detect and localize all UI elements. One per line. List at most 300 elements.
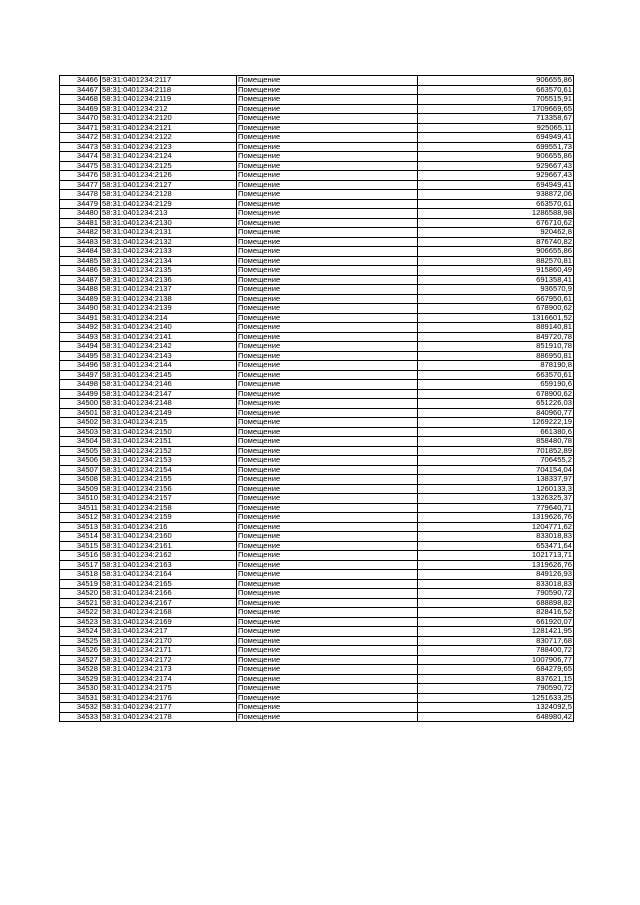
object-type-cell: Помещение <box>237 304 418 314</box>
row-number-cell: 34532 <box>60 703 101 713</box>
row-number-cell: 34479 <box>60 199 101 209</box>
object-type-cell: Помещение <box>237 361 418 371</box>
cadastral-number-cell: 58:31:0401234:2148 <box>101 399 237 409</box>
row-number-cell: 34495 <box>60 351 101 361</box>
cadastral-value-cell: 676710,62 <box>418 218 574 228</box>
row-number-cell: 34498 <box>60 380 101 390</box>
row-number-cell: 34533 <box>60 712 101 722</box>
object-type-cell: Помещение <box>237 541 418 551</box>
row-number-cell: 34474 <box>60 152 101 162</box>
object-type-cell: Помещение <box>237 636 418 646</box>
object-type-cell: Помещение <box>237 218 418 228</box>
cadastral-number-cell: 58:31:0401234:2159 <box>101 513 237 523</box>
cadastral-number-cell: 58:31:0401234:2137 <box>101 285 237 295</box>
table-row <box>60 104 574 114</box>
object-type-cell: Помещение <box>237 180 418 190</box>
cadastral-value-cell: 779640,71 <box>418 503 574 513</box>
table-row <box>60 142 574 152</box>
object-type-cell: Помещение <box>237 408 418 418</box>
cadastral-value-cell: 663570,61 <box>418 370 574 380</box>
cadastral-value-cell: 830717,68 <box>418 636 574 646</box>
object-type-cell: Помещение <box>237 551 418 561</box>
object-type-cell: Помещение <box>237 133 418 143</box>
object-type-cell: Помещение <box>237 712 418 722</box>
cadastral-value-cell: 906655,86 <box>418 247 574 257</box>
cadastral-number-cell: 58:31:0401234:2136 <box>101 275 237 285</box>
cadastral-value-cell: 653471,64 <box>418 541 574 551</box>
row-number-cell: 34512 <box>60 513 101 523</box>
row-number-cell: 34503 <box>60 427 101 437</box>
table-row <box>60 513 574 523</box>
cadastral-number-cell: 58:31:0401234:2133 <box>101 247 237 257</box>
cadastral-value-cell: 663570,61 <box>418 85 574 95</box>
cadastral-number-cell: 58:31:0401234:2154 <box>101 465 237 475</box>
cadastral-number-cell: 58:31:0401234:216 <box>101 522 237 532</box>
object-type-cell: Помещение <box>237 503 418 513</box>
cadastral-number-cell: 58:31:0401234:2157 <box>101 494 237 504</box>
cadastral-value-cell: 876740,82 <box>418 237 574 247</box>
cadastral-number-cell: 58:31:0401234:2175 <box>101 684 237 694</box>
cadastral-number-cell: 58:31:0401234:2171 <box>101 646 237 656</box>
row-number-cell: 34492 <box>60 323 101 333</box>
cadastral-value-cell: 833018,83 <box>418 532 574 542</box>
object-type-cell: Помещение <box>237 228 418 238</box>
table-row <box>60 389 574 399</box>
object-type-cell: Помещение <box>237 209 418 219</box>
object-type-cell: Помещение <box>237 484 418 494</box>
table-row <box>60 503 574 513</box>
cadastral-value-cell: 694949,41 <box>418 180 574 190</box>
table-row <box>60 693 574 703</box>
row-number-cell: 34483 <box>60 237 101 247</box>
cadastral-value-cell: 788400,72 <box>418 646 574 656</box>
table-row <box>60 617 574 627</box>
cadastral-value-cell: 678900,62 <box>418 304 574 314</box>
cadastral-value-cell: 915860,49 <box>418 266 574 276</box>
cadastral-value-cell: 790590,72 <box>418 589 574 599</box>
table-row <box>60 323 574 333</box>
cadastral-value-cell: 706455,2 <box>418 456 574 466</box>
cadastral-number-cell: 58:31:0401234:215 <box>101 418 237 428</box>
cadastral-number-cell: 58:31:0401234:2121 <box>101 123 237 133</box>
object-type-cell: Помещение <box>237 456 418 466</box>
cadastral-value-cell: 858480,78 <box>418 437 574 447</box>
table-row <box>60 85 574 95</box>
table-row <box>60 636 574 646</box>
table-row <box>60 712 574 722</box>
row-number-cell: 34488 <box>60 285 101 295</box>
row-number-cell: 34491 <box>60 313 101 323</box>
cadastral-number-cell: 58:31:0401234:2156 <box>101 484 237 494</box>
object-type-cell: Помещение <box>237 437 418 447</box>
row-number-cell: 34509 <box>60 484 101 494</box>
table-row <box>60 380 574 390</box>
cadastral-value-cell: 851910,78 <box>418 342 574 352</box>
row-number-cell: 34518 <box>60 570 101 580</box>
cadastral-number-cell: 58:31:0401234:2167 <box>101 598 237 608</box>
row-number-cell: 34502 <box>60 418 101 428</box>
cadastral-number-cell: 58:31:0401234:2146 <box>101 380 237 390</box>
table-row <box>60 570 574 580</box>
object-type-cell: Помещение <box>237 85 418 95</box>
row-number-cell: 34477 <box>60 180 101 190</box>
cadastral-value-cell: 691358,41 <box>418 275 574 285</box>
object-type-cell: Помещение <box>237 351 418 361</box>
cadastral-number-cell: 58:31:0401234:212 <box>101 104 237 114</box>
object-type-cell: Помещение <box>237 104 418 114</box>
object-type-cell: Помещение <box>237 323 418 333</box>
row-number-cell: 34499 <box>60 389 101 399</box>
cadastral-value-cell: 1007906,77 <box>418 655 574 665</box>
table-row <box>60 465 574 475</box>
cadastral-number-cell: 58:31:0401234:2120 <box>101 114 237 124</box>
object-type-cell: Помещение <box>237 380 418 390</box>
cadastral-value-cell: 886950,81 <box>418 351 574 361</box>
table-row <box>60 437 574 447</box>
object-type-cell: Помещение <box>237 598 418 608</box>
object-type-cell: Помещение <box>237 161 418 171</box>
row-number-cell: 34515 <box>60 541 101 551</box>
object-type-cell: Помещение <box>237 684 418 694</box>
cadastral-value-cell: 138337,97 <box>418 475 574 485</box>
cadastral-value-cell: 1260133,3 <box>418 484 574 494</box>
object-type-cell: Помещение <box>237 427 418 437</box>
table-row <box>60 256 574 266</box>
cadastral-number-cell: 58:31:0401234:2152 <box>101 446 237 456</box>
row-number-cell: 34484 <box>60 247 101 257</box>
cadastral-number-cell: 58:31:0401234:2128 <box>101 190 237 200</box>
row-number-cell: 34478 <box>60 190 101 200</box>
table-row <box>60 266 574 276</box>
cadastral-value-cell: 688898,82 <box>418 598 574 608</box>
row-number-cell: 34493 <box>60 332 101 342</box>
object-type-cell: Помещение <box>237 247 418 257</box>
table-row <box>60 370 574 380</box>
table-row <box>60 190 574 200</box>
object-type-cell: Помещение <box>237 693 418 703</box>
cadastral-value-cell: 667950,61 <box>418 294 574 304</box>
cadastral-value-cell: 684279,65 <box>418 665 574 675</box>
row-number-cell: 34524 <box>60 627 101 637</box>
cadastral-number-cell: 58:31:0401234:2139 <box>101 304 237 314</box>
table-row <box>60 399 574 409</box>
cadastral-number-cell: 58:31:0401234:213 <box>101 209 237 219</box>
object-type-cell: Помещение <box>237 370 418 380</box>
object-type-cell: Помещение <box>237 294 418 304</box>
row-number-cell: 34506 <box>60 456 101 466</box>
table-row <box>60 665 574 675</box>
cadastral-number-cell: 58:31:0401234:2169 <box>101 617 237 627</box>
object-type-cell: Помещение <box>237 237 418 247</box>
table-row <box>60 133 574 143</box>
cadastral-value-cell: 936570,9 <box>418 285 574 295</box>
row-number-cell: 34467 <box>60 85 101 95</box>
row-number-cell: 34520 <box>60 589 101 599</box>
cadastral-value-cell: 1319626,76 <box>418 560 574 570</box>
table-row <box>60 579 574 589</box>
row-number-cell: 34513 <box>60 522 101 532</box>
cadastral-value-cell: 705515,91 <box>418 95 574 105</box>
cadastral-number-cell: 58:31:0401234:2176 <box>101 693 237 703</box>
table-row <box>60 446 574 456</box>
cadastral-value-cell: 906655,86 <box>418 76 574 86</box>
cadastral-value-cell: 1021713,71 <box>418 551 574 561</box>
cadastral-number-cell: 58:31:0401234:2118 <box>101 85 237 95</box>
table-row <box>60 76 574 86</box>
table-row <box>60 456 574 466</box>
table-row <box>60 408 574 418</box>
row-number-cell: 34523 <box>60 617 101 627</box>
cadastral-number-cell: 58:31:0401234:2147 <box>101 389 237 399</box>
cadastral-value-cell: 920462,8 <box>418 228 574 238</box>
cadastral-number-cell: 58:31:0401234:2142 <box>101 342 237 352</box>
cadastral-value-cell: 648980,42 <box>418 712 574 722</box>
object-type-cell: Помещение <box>237 494 418 504</box>
table-row <box>60 484 574 494</box>
cadastral-number-cell: 58:31:0401234:214 <box>101 313 237 323</box>
cadastral-number-cell: 58:31:0401234:2132 <box>101 237 237 247</box>
object-type-cell: Помещение <box>237 532 418 542</box>
cadastral-value-cell: 701852,89 <box>418 446 574 456</box>
row-number-cell: 34466 <box>60 76 101 86</box>
object-type-cell: Помещение <box>237 579 418 589</box>
table-row <box>60 475 574 485</box>
cadastral-value-cell: 1269222,19 <box>418 418 574 428</box>
cadastral-number-cell: 58:31:0401234:2151 <box>101 437 237 447</box>
row-number-cell: 34500 <box>60 399 101 409</box>
table-row <box>60 304 574 314</box>
row-number-cell: 34485 <box>60 256 101 266</box>
row-number-cell: 34480 <box>60 209 101 219</box>
row-number-cell: 34508 <box>60 475 101 485</box>
cadastral-value-cell: 1709669,65 <box>418 104 574 114</box>
cadastral-number-cell: 58:31:0401234:2145 <box>101 370 237 380</box>
table-row <box>60 703 574 713</box>
cadastral-number-cell: 58:31:0401234:2124 <box>101 152 237 162</box>
table-row <box>60 361 574 371</box>
row-number-cell: 34486 <box>60 266 101 276</box>
cadastral-value-cell: 699551,73 <box>418 142 574 152</box>
table-row <box>60 228 574 238</box>
row-number-cell: 34521 <box>60 598 101 608</box>
cadastral-value-cell: 1316601,52 <box>418 313 574 323</box>
row-number-cell: 34490 <box>60 304 101 314</box>
object-type-cell: Помещение <box>237 655 418 665</box>
cadastral-number-cell: 58:31:0401234:2160 <box>101 532 237 542</box>
cadastral-number-cell: 58:31:0401234:2170 <box>101 636 237 646</box>
object-type-cell: Помещение <box>237 608 418 618</box>
table-row <box>60 418 574 428</box>
table-row <box>60 608 574 618</box>
row-number-cell: 34504 <box>60 437 101 447</box>
cadastral-value-cell: 661920,07 <box>418 617 574 627</box>
cadastral-number-cell: 58:31:0401234:2168 <box>101 608 237 618</box>
object-type-cell: Помещение <box>237 446 418 456</box>
object-type-cell: Помещение <box>237 665 418 675</box>
cadastral-number-cell: 58:31:0401234:2119 <box>101 95 237 105</box>
row-number-cell: 34468 <box>60 95 101 105</box>
table-row <box>60 560 574 570</box>
cadastral-value-cell: 1251633,25 <box>418 693 574 703</box>
row-number-cell: 34510 <box>60 494 101 504</box>
row-number-cell: 34501 <box>60 408 101 418</box>
cadastral-value-cell: 837621,15 <box>418 674 574 684</box>
cadastral-value-cell: 925065,11 <box>418 123 574 133</box>
table-row <box>60 237 574 247</box>
object-type-cell: Помещение <box>237 313 418 323</box>
object-type-cell: Помещение <box>237 589 418 599</box>
table-row <box>60 152 574 162</box>
cadastral-value-cell: 906655,86 <box>418 152 574 162</box>
cadastral-value-cell: 661380,6 <box>418 427 574 437</box>
cadastral-number-cell: 58:31:0401234:2161 <box>101 541 237 551</box>
cadastral-number-cell: 58:31:0401234:2163 <box>101 560 237 570</box>
cadastral-number-cell: 58:31:0401234:2125 <box>101 161 237 171</box>
row-number-cell: 34526 <box>60 646 101 656</box>
cadastral-number-cell: 58:31:0401234:2165 <box>101 579 237 589</box>
table-row <box>60 247 574 257</box>
object-type-cell: Помещение <box>237 465 418 475</box>
cadastral-number-cell: 58:31:0401234:2126 <box>101 171 237 181</box>
row-number-cell: 34527 <box>60 655 101 665</box>
cadastral-value-cell: 938872,06 <box>418 190 574 200</box>
row-number-cell: 34507 <box>60 465 101 475</box>
cadastral-number-cell: 58:31:0401234:2166 <box>101 589 237 599</box>
cadastral-number-cell: 58:31:0401234:2131 <box>101 228 237 238</box>
row-number-cell: 34514 <box>60 532 101 542</box>
table-row <box>60 180 574 190</box>
cadastral-value-cell: 889140,81 <box>418 323 574 333</box>
table-row <box>60 427 574 437</box>
cadastral-number-cell: 58:31:0401234:2129 <box>101 199 237 209</box>
object-type-cell: Помещение <box>237 646 418 656</box>
cadastral-value-cell: 1204771,62 <box>418 522 574 532</box>
cadastral-number-cell: 58:31:0401234:217 <box>101 627 237 637</box>
table-row <box>60 551 574 561</box>
object-type-cell: Помещение <box>237 332 418 342</box>
row-number-cell: 34511 <box>60 503 101 513</box>
table-row <box>60 123 574 133</box>
cadastral-number-cell: 58:31:0401234:2149 <box>101 408 237 418</box>
object-type-cell: Помещение <box>237 275 418 285</box>
cadastral-number-cell: 58:31:0401234:2177 <box>101 703 237 713</box>
data-table <box>59 75 574 722</box>
object-type-cell: Помещение <box>237 142 418 152</box>
row-number-cell: 34496 <box>60 361 101 371</box>
table-row <box>60 522 574 532</box>
table-row <box>60 532 574 542</box>
object-type-cell: Помещение <box>237 522 418 532</box>
object-type-cell: Помещение <box>237 76 418 86</box>
table-row <box>60 684 574 694</box>
cadastral-value-cell: 833018,83 <box>418 579 574 589</box>
cadastral-value-cell: 651226,03 <box>418 399 574 409</box>
cadastral-number-cell: 58:31:0401234:2143 <box>101 351 237 361</box>
cadastral-value-cell: 704154,04 <box>418 465 574 475</box>
table-body <box>60 76 574 722</box>
table-row <box>60 351 574 361</box>
object-type-cell: Помещение <box>237 266 418 276</box>
cadastral-value-cell: 1281421,95 <box>418 627 574 637</box>
object-type-cell: Помещение <box>237 190 418 200</box>
row-number-cell: 34517 <box>60 560 101 570</box>
cadastral-value-cell: 878190,8 <box>418 361 574 371</box>
row-number-cell: 34529 <box>60 674 101 684</box>
table-row <box>60 199 574 209</box>
cadastral-value-cell: 1326325,37 <box>418 494 574 504</box>
object-type-cell: Помещение <box>237 617 418 627</box>
object-type-cell: Помещение <box>237 418 418 428</box>
cadastral-number-cell: 58:31:0401234:2130 <box>101 218 237 228</box>
table-row <box>60 161 574 171</box>
object-type-cell: Помещение <box>237 389 418 399</box>
table-row <box>60 114 574 124</box>
cadastral-value-cell: 790590,72 <box>418 684 574 694</box>
row-number-cell: 34516 <box>60 551 101 561</box>
cadastral-value-cell: 663570,61 <box>418 199 574 209</box>
row-number-cell: 34497 <box>60 370 101 380</box>
object-type-cell: Помещение <box>237 285 418 295</box>
object-type-cell: Помещение <box>237 123 418 133</box>
table-row <box>60 313 574 323</box>
table-row <box>60 171 574 181</box>
object-type-cell: Помещение <box>237 152 418 162</box>
cadastral-value-cell: 849720,78 <box>418 332 574 342</box>
table-row <box>60 275 574 285</box>
cadastral-value-cell: 1324092,5 <box>418 703 574 713</box>
cadastral-number-cell: 58:31:0401234:2158 <box>101 503 237 513</box>
table-row <box>60 285 574 295</box>
object-type-cell: Помещение <box>237 199 418 209</box>
object-type-cell: Помещение <box>237 114 418 124</box>
table-row <box>60 646 574 656</box>
cadastral-number-cell: 58:31:0401234:2173 <box>101 665 237 675</box>
table-row <box>60 598 574 608</box>
object-type-cell: Помещение <box>237 399 418 409</box>
row-number-cell: 34489 <box>60 294 101 304</box>
cadastral-value-cell: 694949,41 <box>418 133 574 143</box>
cadastral-number-cell: 58:31:0401234:2153 <box>101 456 237 466</box>
cadastral-number-cell: 58:31:0401234:2155 <box>101 475 237 485</box>
cadastral-number-cell: 58:31:0401234:2174 <box>101 674 237 684</box>
row-number-cell: 34472 <box>60 133 101 143</box>
cadastral-value-cell: 929667,43 <box>418 171 574 181</box>
cadastral-value-cell: 713358,67 <box>418 114 574 124</box>
cadastral-number-cell: 58:31:0401234:2162 <box>101 551 237 561</box>
object-type-cell: Помещение <box>237 703 418 713</box>
cadastral-number-cell: 58:31:0401234:2123 <box>101 142 237 152</box>
cadastral-number-cell: 58:31:0401234:2150 <box>101 427 237 437</box>
row-number-cell: 34471 <box>60 123 101 133</box>
row-number-cell: 34469 <box>60 104 101 114</box>
cadastral-value-cell: 849126,93 <box>418 570 574 580</box>
cadastral-number-cell: 58:31:0401234:2144 <box>101 361 237 371</box>
cadastral-number-cell: 58:31:0401234:2127 <box>101 180 237 190</box>
row-number-cell: 34525 <box>60 636 101 646</box>
table-row <box>60 627 574 637</box>
cadastral-number-cell: 58:31:0401234:2172 <box>101 655 237 665</box>
cadastral-value-cell: 882570,81 <box>418 256 574 266</box>
row-number-cell: 34494 <box>60 342 101 352</box>
object-type-cell: Помещение <box>237 171 418 181</box>
cadastral-value-cell: 1319626,76 <box>418 513 574 523</box>
cadastral-number-cell: 58:31:0401234:2164 <box>101 570 237 580</box>
object-type-cell: Помещение <box>237 560 418 570</box>
table-row <box>60 494 574 504</box>
object-type-cell: Помещение <box>237 256 418 266</box>
table-row <box>60 655 574 665</box>
object-type-cell: Помещение <box>237 95 418 105</box>
